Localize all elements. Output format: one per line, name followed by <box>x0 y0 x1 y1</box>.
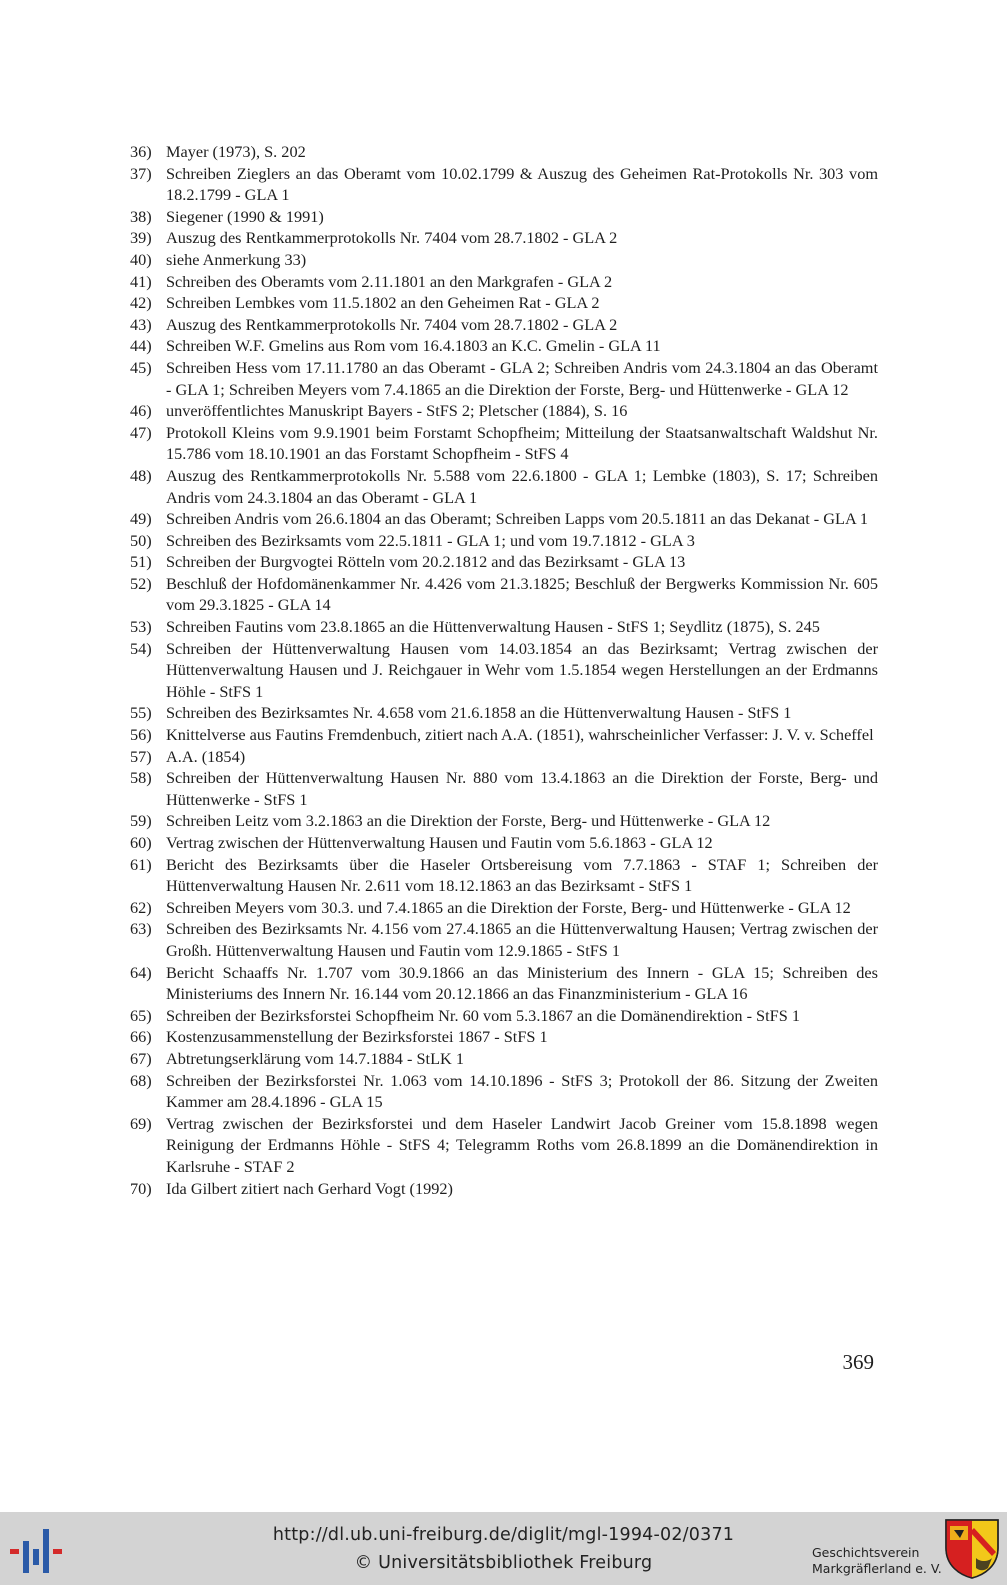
endnote-number: 53) <box>130 617 152 637</box>
endnote-item <box>130 638 878 703</box>
endnote-item <box>130 1005 878 1027</box>
endnote-text: Siegener (1990 & 1991) <box>166 206 324 226</box>
endnote-item <box>130 335 878 357</box>
endnote-item <box>130 1026 878 1048</box>
endnote-number: 41) <box>130 271 152 291</box>
endnote-text: Kostenzusammenstellung der Bezirksforstei 1867 - StFS 1 <box>166 1027 548 1047</box>
endnote-text: Bericht des Bezirksamts über die Haseler Ortsbereisung vom 7.7.1863 - STAF 1; Schreiben der Hüttenverwaltung Hausen Nr. 2.611 vom 18.12.1863 an das Bezirksamt - StFS 1 <box>166 854 878 896</box>
endnote-number: 65) <box>130 1005 152 1025</box>
endnote-text: Schreiben Zieglers an das Oberamt vom 10.02.1799 & Auszug des Geheimen Rat-Protokolls Nr. 303 vom 18.2.1799 - GLA 1 <box>166 163 878 205</box>
endnote-number: 48) <box>130 465 152 485</box>
endnote-text: Schreiben des Bezirksamts Nr. 4.156 vom 27.4.1865 an die Hüttenverwaltung Hausen; Vertrag zwischen der Großh. Hüttenverwaltung Hausen und Fautin vom 12.9.1865 - StFS 1 <box>166 919 878 960</box>
endnote-number: 37) <box>130 163 152 183</box>
endnote-item <box>130 357 878 400</box>
endnote-text: Ida Gilbert zitiert nach Gerhard Vogt (1992) <box>166 1178 453 1198</box>
endnote-item <box>130 227 878 249</box>
endnote-text: unveröffentlichtes Manuskript Bayers - StFS 2; Pletscher (1884), S. 16 <box>166 401 628 421</box>
endnote-number: 50) <box>130 530 152 550</box>
endnote-item <box>130 962 878 1005</box>
coat-of-arms-icon[interactable] <box>944 1518 1000 1580</box>
endnote-text: siehe Anmerkung 33) <box>166 249 307 269</box>
endnote-item <box>130 1178 878 1200</box>
endnote-text: Protokoll Kleins vom 9.9.1901 beim Forstamt Schopfheim; Mitteilung der Staatsanwaltschaft Waldshut Nr. 15.786 vom 18.10.1901 an das Forstamt Schopfheim - StFS 4 <box>166 422 878 464</box>
endnote-item <box>130 314 878 336</box>
endnote-text: Schreiben Leitz vom 3.2.1863 an die Direktion der Forste, Berg- und Hüttenwerke - GLA 12 <box>166 811 771 831</box>
endnote-item <box>130 400 878 422</box>
endnote-item <box>130 854 878 897</box>
endnote-text: Beschluß der Hofdomänenkammer Nr. 4.426 vom 21.3.1825; Beschluß der Bergwerks Kommission Nr. 605 vom 29.3.1825 - GLA 14 <box>166 573 878 615</box>
source-url-link[interactable]: http://dl.ub.uni-freiburg.de/diglit/mgl-1994-02/0371 <box>272 1525 735 1545</box>
endnote-number: 39) <box>130 228 152 248</box>
society-name-line1: Geschichtsverein <box>812 1545 920 1560</box>
endnote-text: Schreiben des Oberamts vom 2.11.1801 an den Markgrafen - GLA 2 <box>166 271 613 291</box>
endnote-item <box>130 724 878 746</box>
endnote-text: Bericht Schaaffs Nr. 1.707 vom 30.9.1866 an das Ministerium des Innern - GLA 15; Schreiben des Ministeriums des Innern Nr. 16.144 vom 20.12.1866 an das Finanzministerium - GLA 16 <box>166 962 878 1004</box>
endnote-number: 69) <box>130 1113 152 1133</box>
endnote-number: 46) <box>130 401 152 421</box>
page-number: 369 <box>842 1350 874 1374</box>
endnote-text: Vertrag zwischen der Hüttenverwaltung Hausen und Fautin vom 5.6.1863 - GLA 12 <box>166 833 713 852</box>
endnote-number: 68) <box>130 1070 152 1090</box>
endnote-text: Vertrag zwischen der Bezirksforstei und dem Haseler Landwirt Jacob Greiner vom 15.8.1898 wegen Reinigung der Erdmanns Höhle - StFS 4; Telegramm Roths vom 26.8.1899 an die Domänendirektion in Karlsruhe - STAF 2 <box>166 1113 878 1176</box>
endnote-number: 62) <box>130 897 152 917</box>
endnote-item <box>130 141 878 163</box>
endnote-number: 51) <box>130 552 152 572</box>
endnote-number: 63) <box>130 919 152 939</box>
endnote-number: 59) <box>130 811 152 831</box>
endnote-number: 47) <box>130 422 152 442</box>
endnote-item <box>130 508 878 530</box>
endnote-item <box>130 422 878 465</box>
endnote-number: 56) <box>130 725 152 745</box>
endnote-text: Schreiben der Burgvogtei Rötteln vom 20.2.1812 and das Bezirksamt - GLA 13 <box>166 552 686 572</box>
endnote-number: 45) <box>130 357 152 377</box>
endnote-text: Schreiben Meyers vom 30.3. und 7.4.1865 an die Direktion der Forste, Berg- und Hüttenwerke - GLA 12 <box>166 897 851 917</box>
endnote-text: Schreiben des Bezirksamtes Nr. 4.658 vom 21.6.1858 an die Hüttenverwaltung Hausen - StFS 1 <box>166 703 792 723</box>
endnote-text: Schreiben W.F. Gmelins aus Rom vom 16.4.1803 an K.C. Gmelin - GLA 11 <box>166 336 661 356</box>
endnote-number: 43) <box>130 314 152 334</box>
endnote-number: 52) <box>130 573 152 593</box>
endnote-number: 40) <box>130 249 152 269</box>
endnote-item <box>130 163 878 206</box>
endnote-item <box>130 1070 878 1113</box>
endnote-text: Knittelverse aus Fautins Fremdenbuch, zitiert nach A.A. (1851), wahrscheinlicher Verfasser: J. V. v. Scheffel <box>166 725 874 745</box>
endnote-item <box>130 1048 878 1070</box>
endnote-item <box>130 530 878 552</box>
endnote-text: Schreiben der Bezirksforstei Schopfheim Nr. 60 vom 5.3.1867 an die Domänendirektion - StFS 1 <box>166 1005 800 1025</box>
endnote-number: 61) <box>130 854 152 874</box>
endnote-text: Abtretungserklärung vom 14.7.1884 - StLK 1 <box>166 1048 464 1068</box>
endnote-number: 70) <box>130 1178 152 1198</box>
endnote-item <box>130 249 878 271</box>
endnote-text: Schreiben der Hüttenverwaltung Hausen vom 14.03.1854 an das Bezirksamt; Vertrag zwischen der Hüttenverwaltung Hausen und J. Reichgauer in Wehr vom 1.5.1854 wegen Herstellungen an der Erdmanns Höhle - StFS 1 <box>166 638 878 701</box>
endnote-item <box>130 465 878 508</box>
endnote-item <box>130 832 878 854</box>
endnote-text: Schreiben Andris vom 26.6.1804 an das Oberamt; Schreiben Lapps vom 20.5.1811 an das Dekanat - GLA 1 <box>166 509 869 529</box>
endnote-text: Schreiben des Bezirksamts vom 22.5.1811 - GLA 1; und vom 19.7.1812 - GLA 3 <box>166 530 695 550</box>
endnote-number: 60) <box>130 833 152 852</box>
endnote-text: A.A. (1854) <box>166 746 246 766</box>
endnote-item <box>130 551 878 573</box>
endnote-number: 54) <box>130 638 152 658</box>
endnote-item <box>130 767 878 810</box>
viewer-footer <box>0 1512 1007 1585</box>
endnote-item <box>130 810 878 832</box>
endnote-text: Auszug des Rentkammerprotokolls Nr. 7404 vom 28.7.1802 - GLA 2 <box>166 228 618 248</box>
endnote-number: 44) <box>130 336 152 356</box>
endnote-item <box>130 746 878 768</box>
endnote-number: 66) <box>130 1027 152 1047</box>
endnote-number: 57) <box>130 746 152 766</box>
endnote-item <box>130 918 878 961</box>
endnote-text: Schreiben Fautins vom 23.8.1865 an die Hüttenverwaltung Hausen - StFS 1; Seydlitz (1875), S. 245 <box>166 617 820 637</box>
endnote-text: Schreiben Hess vom 17.11.1780 an das Oberamt - GLA 2; Schreiben Andris vom 24.3.1804 an das Oberamt - GLA 1; Schreiben Meyers vom 7.4.1865 an die Direktion der Forste, Berg- und Hüttenwerke - GLA 12 <box>166 357 878 399</box>
endnote-item <box>130 206 878 228</box>
endnote-number: 38) <box>130 206 152 226</box>
endnotes-list <box>130 141 878 1199</box>
endnote-text: Mayer (1973), S. 202 <box>166 142 306 161</box>
endnote-number: 64) <box>130 962 152 982</box>
endnote-number: 67) <box>130 1048 152 1068</box>
endnote-number: 55) <box>130 703 152 723</box>
endnote-number: 42) <box>130 293 152 313</box>
copyright-text: © Universitätsbibliothek Freiburg <box>354 1553 653 1573</box>
endnote-item <box>130 1113 878 1178</box>
endnote-number: 36) <box>130 142 152 161</box>
endnote-text: Auszug des Rentkammerprotokolls Nr. 5.588 vom 22.6.1800 - GLA 1; Lembke (1803), S. 17; Schreiben Andris vom 24.3.1804 an das Oberamt - GLA 1 <box>166 465 878 507</box>
endnote-text: Schreiben der Bezirksforstei Nr. 1.063 vom 14.10.1896 - StFS 3; Protokoll der 86. Sitzung der Zweiten Kammer am 28.4.1896 - GLA 15 <box>166 1070 878 1112</box>
endnote-item <box>130 702 878 724</box>
endnote-number: 49) <box>130 509 152 529</box>
society-name <box>812 1545 942 1577</box>
endnote-text: Schreiben Lembkes vom 11.5.1802 an den Geheimen Rat - GLA 2 <box>166 293 600 313</box>
endnote-item <box>130 292 878 314</box>
endnote-item <box>130 616 878 638</box>
society-name-line2: Markgräflerland e. V. <box>812 1561 942 1576</box>
endnote-item <box>130 271 878 293</box>
endnote-item <box>130 897 878 919</box>
endnote-number: 58) <box>130 768 152 788</box>
endnote-text: Schreiben der Hüttenverwaltung Hausen Nr. 880 vom 13.4.1863 an die Direktion der Forste, Berg- und Hüttenwerke - StFS 1 <box>166 768 878 809</box>
endnote-text: Auszug des Rentkammerprotokolls Nr. 7404 vom 28.7.1802 - GLA 2 <box>166 314 618 334</box>
endnote-item <box>130 573 878 616</box>
